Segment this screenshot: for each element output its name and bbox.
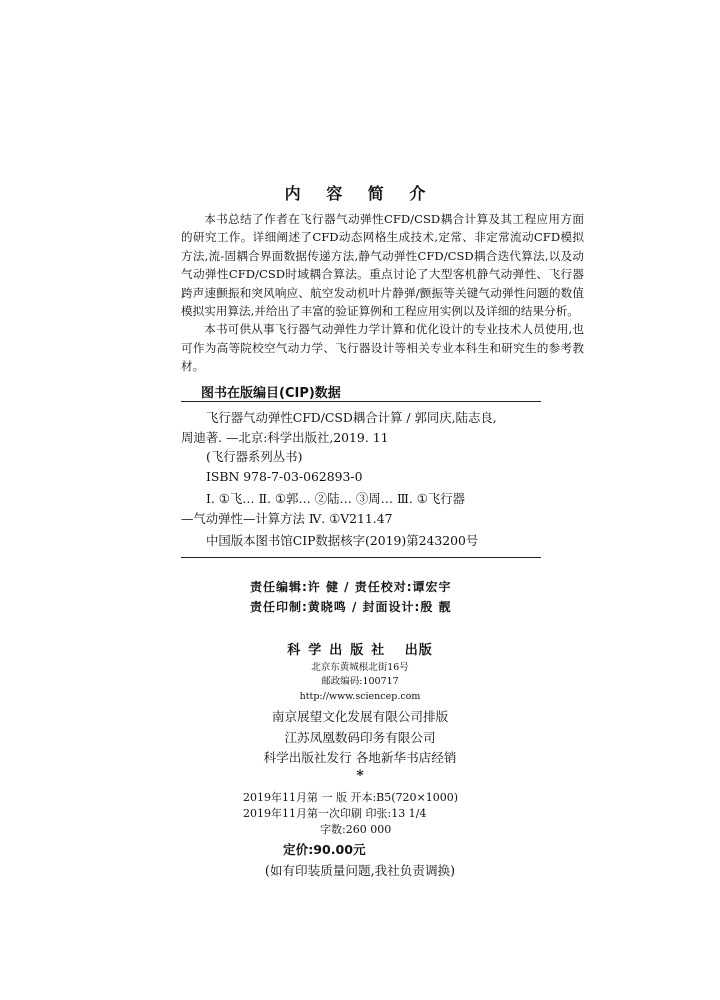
cip-line-2: 周迪著. —北京:科学出版社,2019. 11	[181, 429, 389, 445]
summary-paragraph-1: 本书总结了作者在飞行器气动弹性CFD/CSD耦合计算及其工程应用方面的研究工作。详细阐述了CFD动态网格生成技术,定常、非定常流动CFD模拟方法,流-固耦合界面数据传递方法,静气动弹性CFD/CSD耦合迭代算法,以及动气动弹性CFD/CSD时域耦合算法。重点讨论了大型客机静气动弹性、飞行器跨声速颤振和突风响应、航空发动机叶片静弹/颤振等关键气动弹性问题的数值模拟实用算法,并给出了丰富的验证算例和工程应用实例以及详细的结果分析。	[181, 212, 584, 319]
cip-top-rule	[181, 401, 541, 402]
publisher-address: 北京东黄城根北街16号	[311, 662, 409, 673]
publisher-name	[0, 639, 720, 658]
typesetter: 南京展望文化发展有限公司排版	[271, 709, 449, 724]
quality-note: (如有印装质量问题,我社负责调换)	[264, 863, 456, 878]
cip-line-1: 飞行器气动弹性CFD/CSD耦合计算 / 郭同庆,陆志良,	[206, 410, 497, 425]
distribution: 科学出版社发行 各地新华书店经销	[263, 750, 457, 765]
summary-title: 内 容 简 介	[284, 184, 436, 203]
summary-paragraph-2: 本书可供从事飞行器气动弹性力学计算和优化设计的专业技术人员使用,也可作为高等院校空气动力学、飞行器设计等相关专业本科生和研究生的参考教材。	[181, 322, 584, 374]
printer: 江苏凤凰数码印务有限公司	[284, 730, 436, 745]
cip-bottom-rule	[181, 557, 541, 558]
cip-line-4: ISBN 978-7-03-062893-0	[206, 468, 363, 484]
cip-line-6: —气动弹性—计算方法 Ⅳ. ①V211.47	[181, 510, 393, 526]
credits-line-1: 责任编辑:许 健 / 责任校对:谭宏宇	[250, 580, 452, 594]
credits	[250, 577, 550, 617]
cip-heading: 图书在版编目(CIP)数据	[201, 386, 341, 401]
cip-line-3: (飞行器系列丛书)	[206, 449, 303, 464]
edition-line-2: 2019年11月第一次印刷 印张:13 1/4	[243, 807, 427, 820]
publisher-postcode: 邮政编码:100717	[321, 676, 399, 687]
publisher-name-text: 科学出版社	[287, 643, 393, 658]
summary-body	[181, 210, 584, 376]
edition-line-1: 2019年11月第 一 版 开本:B5(720×1000)	[243, 791, 459, 804]
edition-line-3: 字数:260 000	[320, 823, 392, 836]
cip-line-5: Ⅰ. ①飞… Ⅱ. ①郭… ②陆… ③周… Ⅲ. ①飞行器	[206, 491, 466, 506]
cip-number-block	[181, 531, 541, 551]
separator-star: *	[356, 768, 364, 784]
cip-classification	[181, 489, 541, 528]
cip-number: 中国版本图书馆CIP数据核字(2019)第243200号	[206, 533, 479, 548]
credits-line-2: 责任印制:黄晓鸣 / 封面设计:殷 靓	[250, 600, 452, 614]
price: 定价:90.00元	[283, 842, 366, 857]
publisher-name-tail: 出版	[404, 643, 433, 658]
cip-record	[181, 408, 541, 486]
publisher-url: http://www.sciencep.com	[299, 691, 421, 702]
